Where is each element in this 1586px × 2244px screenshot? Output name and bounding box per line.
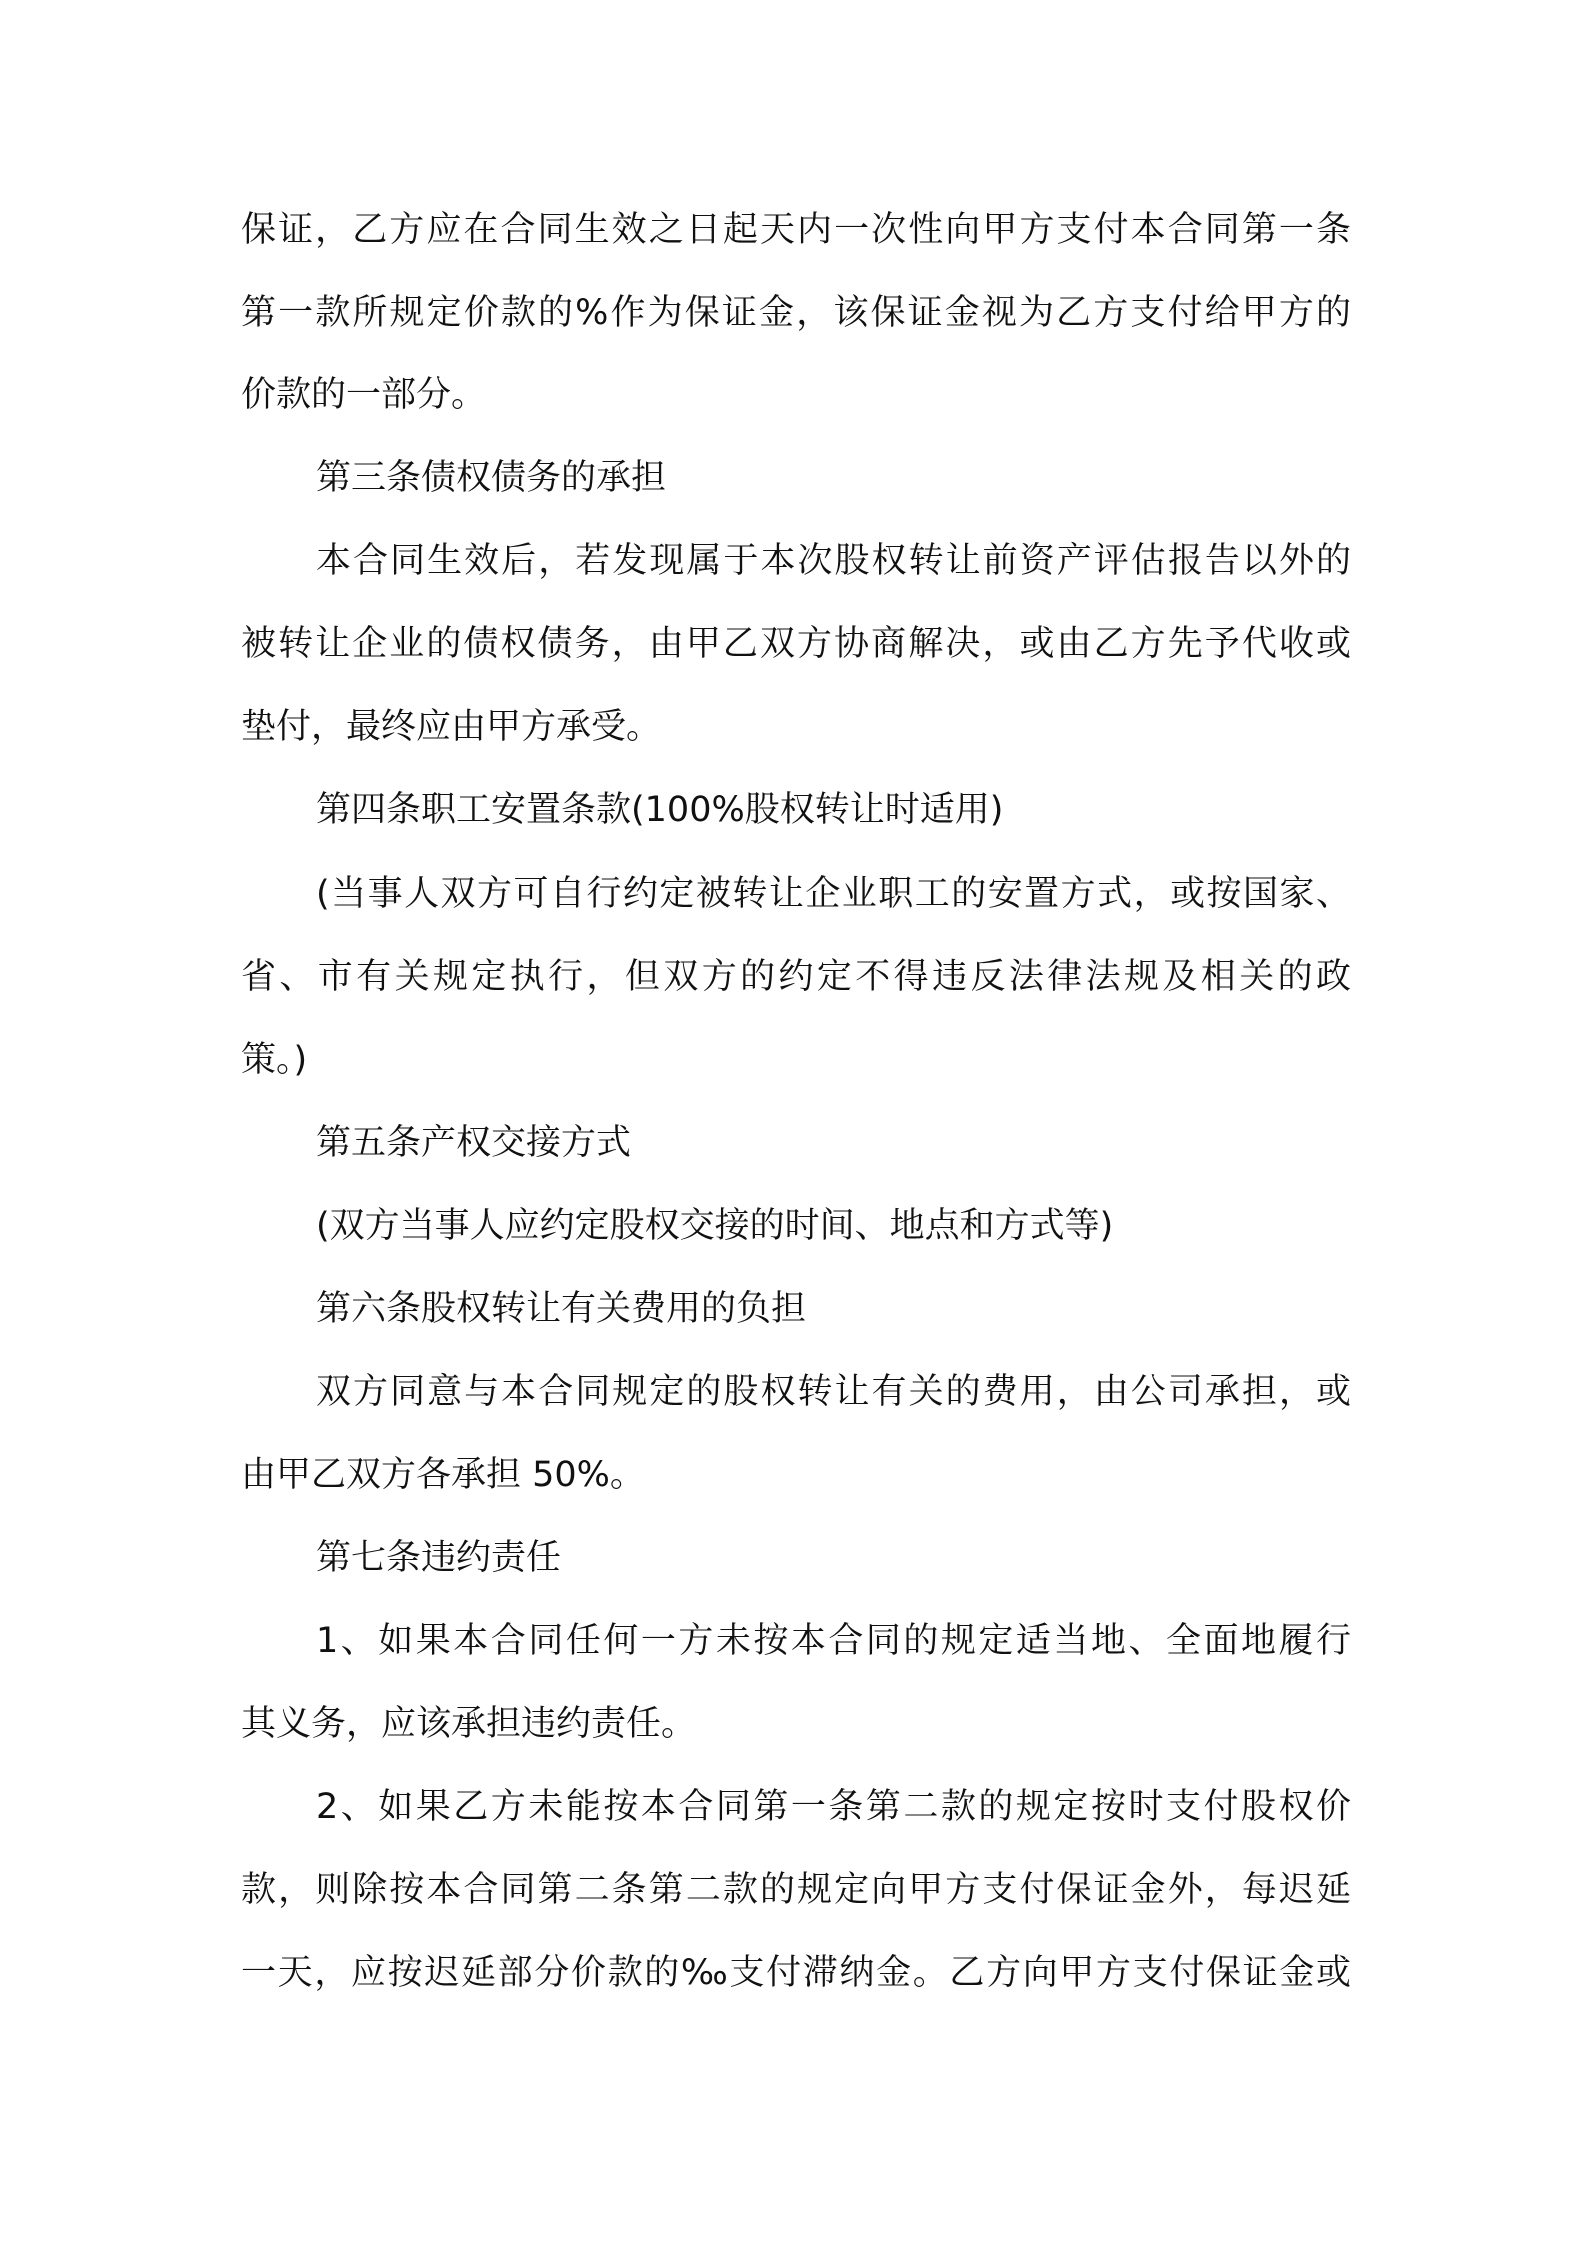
text-line: 其义务，应该承担违约责任。 [241, 1704, 697, 1744]
text-line: 被转让企业的债权债务，由甲乙双方协商解决，或由乙方先予代收或 [241, 624, 1351, 664]
text-line: 策。) [241, 1040, 308, 1080]
text-line: (当事人双方可自行约定被转让企业职工的安置方式，或按国家、 [316, 874, 1351, 914]
text-line: 款，则除按本合同第二条第二款的规定向甲方支付保证金外，每迟延 [241, 1870, 1351, 1910]
text-line: 一天，应按迟延部分价款的‰支付滞纳金。乙方向甲方支付保证金或 [241, 1953, 1351, 1993]
text-line: 由甲乙双方各承担 50%。 [241, 1455, 645, 1495]
section-heading: 第三条债权债务的承担 [316, 458, 667, 498]
section-heading: 第六条股权转让有关费用的负担 [316, 1289, 807, 1329]
text-line: 垫付，最终应由甲方承受。 [241, 707, 662, 747]
section-heading: 第五条产权交接方式 [316, 1123, 632, 1163]
section-heading: 第七条违约责任 [316, 1538, 562, 1578]
text-line: 2、如果乙方未能按本合同第一条第二款的规定按时支付股权价 [316, 1787, 1351, 1827]
text-line: 1、如果本合同任何一方未按本合同的规定适当地、全面地履行 [316, 1621, 1351, 1661]
text-line: 保证，乙方应在合同生效之日起天内一次性向甲方支付本合同第一条 [241, 210, 1351, 250]
text-line: 第一款所规定价款的%作为保证金，该保证金视为乙方支付给甲方的 [241, 293, 1351, 333]
text-line: 双方同意与本合同规定的股权转让有关的费用，由公司承担，或 [316, 1372, 1351, 1412]
text-line: 本合同生效后，若发现属于本次股权转让前资产评估报告以外的 [316, 541, 1351, 581]
text-line: (双方当事人应约定股权交接的时间、地点和方式等) [316, 1206, 1114, 1246]
section-heading: 第四条职工安置条款(100%股权转让时适用) [316, 790, 1004, 830]
text-line: 省、市有关规定执行，但双方的约定不得违反法律法规及相关的政 [241, 957, 1351, 997]
text-line: 价款的一部分。 [241, 375, 487, 415]
